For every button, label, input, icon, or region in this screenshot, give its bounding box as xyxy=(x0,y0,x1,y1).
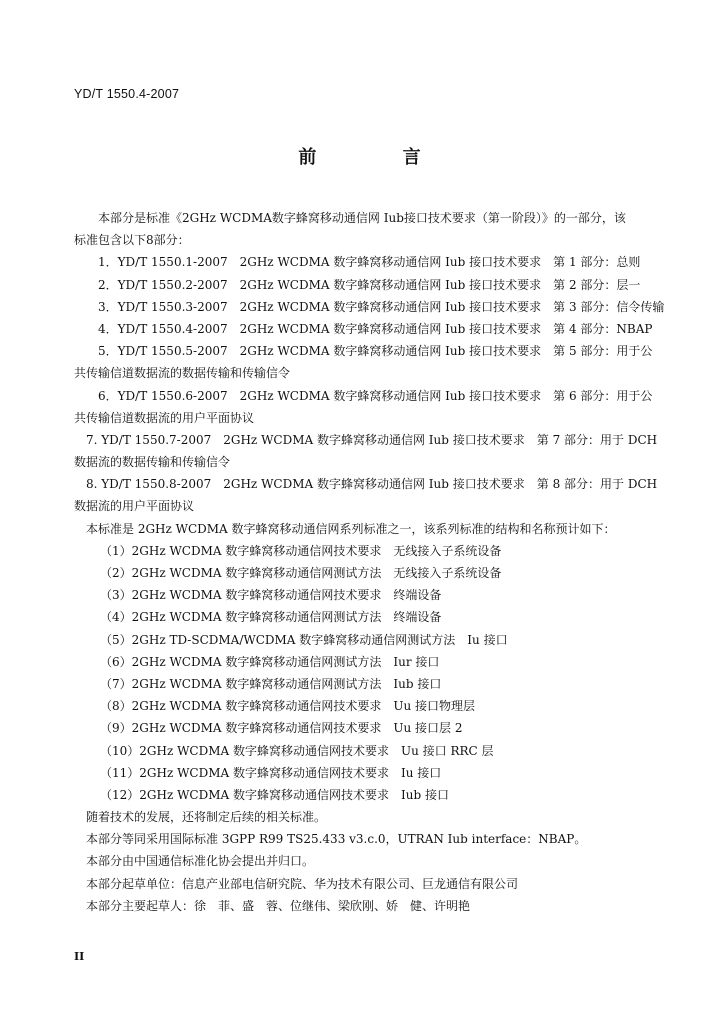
intro-line-2: 标准包含以下8部分： xyxy=(74,233,190,248)
series-item: （10）2GHz WCDMA 数字蜂窝移动通信网技术要求 Uu 接口 RRC 层 xyxy=(100,743,494,758)
part-item-continuation: 数据流的用户平面协议 xyxy=(74,499,195,514)
page-number: II xyxy=(74,950,85,963)
series-item: （4）2GHz WCDMA 数字蜂窝移动通信网测试方法 终端设备 xyxy=(100,610,442,625)
part-item: 6．YD/T 1550.6-2007 2GHz WCDMA 数字蜂窝移动通信网 Iub 接口技术要求 第 6 部分：用于公 xyxy=(98,388,653,403)
intro-line-1: 本部分是标准《2GHz WCDMA数字蜂窝移动通信网 Iub接口技术要求（第一阶段）》的一部分，该 xyxy=(98,211,626,225)
series-item: （7）2GHz WCDMA 数字蜂窝移动通信网测试方法 Iub 接口 xyxy=(100,676,442,691)
closing-line: 本部分起草单位：信息产业部电信研究院、华为技术有限公司、巨龙通信有限公司 xyxy=(86,876,519,891)
part-item-continuation: 共传输信道数据流的用户平面协议 xyxy=(74,410,255,425)
part-item: 3．YD/T 1550.3-2007 2GHz WCDMA 数字蜂窝移动通信网 Iub 接口技术要求 第 3 部分：信令传输 xyxy=(98,299,664,314)
series-item: （9）2GHz WCDMA 数字蜂窝移动通信网技术要求 Uu 接口层 2 xyxy=(100,721,463,736)
series-item: （11）2GHz WCDMA 数字蜂窝移动通信网技术要求 Iu 接口 xyxy=(100,765,442,780)
series-intro: 本标准是 2GHz WCDMA 数字蜂窝移动通信网系列标准之一，该系列标准的结构和名称预计如下： xyxy=(86,521,616,536)
page-title: 前 言 xyxy=(298,147,461,168)
series-item: （12）2GHz WCDMA 数字蜂窝移动通信网技术要求 Iub 接口 xyxy=(100,787,449,802)
foreword-body xyxy=(74,207,664,917)
closing-line: 本部分主要起草人：徐 菲、盛 蓉、位继伟、梁欣刚、娇 健、许明艳 xyxy=(86,898,471,913)
part-item: 5．YD/T 1550.5-2007 2GHz WCDMA 数字蜂窝移动通信网 Iub 接口技术要求 第 5 部分：用于公 xyxy=(98,344,653,359)
part-item: 1．YD/T 1550.1-2007 2GHz WCDMA 数字蜂窝移动通信网 Iub 接口技术要求 第 1 部分：总则 xyxy=(98,255,641,270)
part-item: 7. YD/T 1550.7-2007 2GHz WCDMA 数字蜂窝移动通信网 Iub 接口技术要求 第 7 部分：用于 DCH xyxy=(86,432,658,447)
part-item-continuation: 数据流的数据传输和传输信令 xyxy=(74,455,231,470)
part-item: 8. YD/T 1550.8-2007 2GHz WCDMA 数字蜂窝移动通信网 Iub 接口技术要求 第 8 部分：用于 DCH xyxy=(86,477,658,492)
closing-line: 随着技术的发展，还将制定后续的相关标准。 xyxy=(86,810,327,825)
standard-code-header: YD/T 1550.4-2007 xyxy=(74,87,180,101)
series-item: （8）2GHz WCDMA 数字蜂窝移动通信网技术要求 Uu 接口物理层 xyxy=(100,699,476,714)
part-item: 4．YD/T 1550.4-2007 2GHz WCDMA 数字蜂窝移动通信网 Iub 接口技术要求 第 4 部分：NBAP xyxy=(98,321,653,336)
series-item: （1）2GHz WCDMA 数字蜂窝移动通信网技术要求 无线接入子系统设备 xyxy=(100,543,502,558)
closing-line: 本部分由中国通信标准化协会提出并归口。 xyxy=(86,854,315,869)
series-item: （3）2GHz WCDMA 数字蜂窝移动通信网技术要求 终端设备 xyxy=(100,588,442,603)
series-item: （6）2GHz WCDMA 数字蜂窝移动通信网测试方法 Iur 接口 xyxy=(100,654,440,669)
part-item-continuation: 共传输信道数据流的数据传输和传输信令 xyxy=(74,366,291,381)
series-item: （5）2GHz TD-SCDMA/WCDMA 数字蜂窝移动通信网测试方法 Iu 接口 xyxy=(100,632,508,647)
series-item: （2）2GHz WCDMA 数字蜂窝移动通信网测试方法 无线接入子系统设备 xyxy=(100,566,502,580)
closing-line: 本部分等同采用国际标准 3GPP R99 TS25.433 v3.c.0，UTRAN Iub interface：NBAP。 xyxy=(86,832,587,847)
part-item: 2．YD/T 1550.2-2007 2GHz WCDMA 数字蜂窝移动通信网 Iub 接口技术要求 第 2 部分：层一 xyxy=(98,277,641,292)
